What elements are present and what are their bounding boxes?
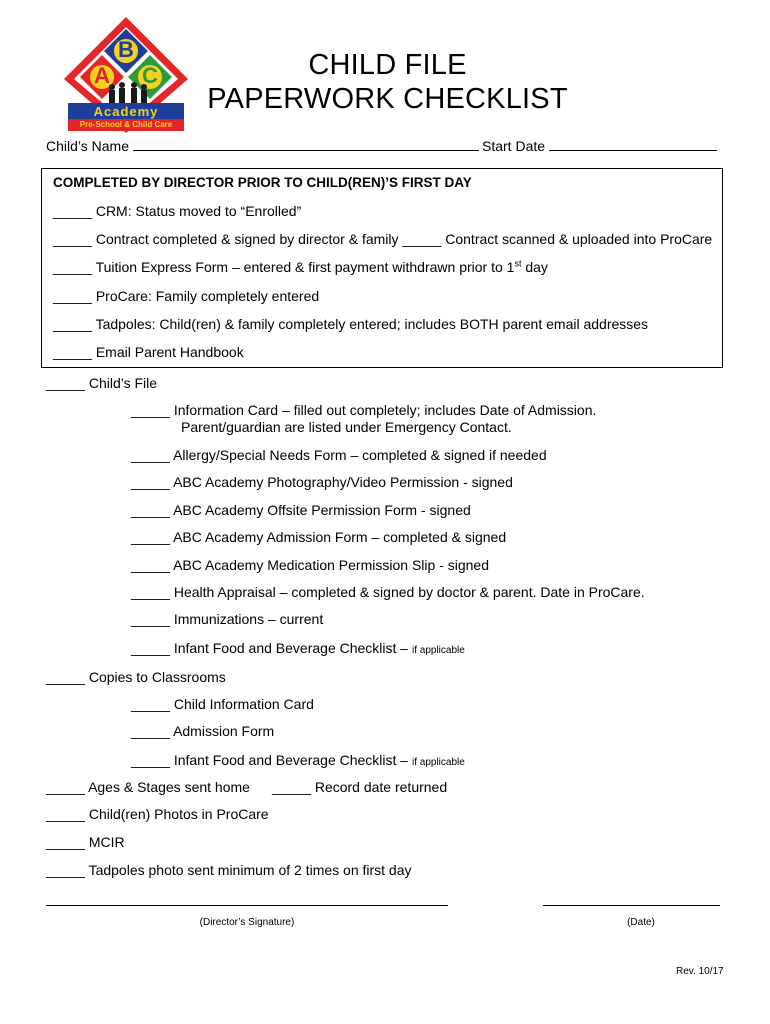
check-blank[interactable]: _____: [131, 529, 170, 545]
check-blank[interactable]: _____: [131, 447, 170, 463]
check-blank[interactable]: _____: [46, 375, 85, 391]
check-blank[interactable]: _____: [53, 231, 92, 247]
title-line-1: CHILD FILE: [308, 49, 467, 81]
check-blank[interactable]: _____: [131, 696, 170, 712]
director-box-heading: COMPLETED BY DIRECTOR PRIOR TO CHILD(REN)’S FIRST DAY: [53, 175, 472, 190]
item-text: day: [525, 259, 548, 275]
item-text: Immunizations – current: [173, 611, 324, 627]
director-signature-label: (Director’s Signature): [199, 917, 295, 928]
item-text: Health Appraisal – completed & signed by doctor & parent. Date in ProCare.: [173, 584, 645, 600]
item-text: MCIR: [88, 834, 125, 850]
checklist-item-offsite-permission: [131, 502, 471, 518]
check-blank[interactable]: _____: [131, 611, 170, 627]
check-blank[interactable]: _____: [131, 474, 170, 490]
revision-label: Rev. 10/17: [676, 966, 724, 977]
check-blank[interactable]: _____: [53, 344, 92, 360]
checklist-item-tadpoles-photo: [46, 862, 412, 878]
section-label: Child’s File: [88, 375, 158, 391]
date-label: (Date): [627, 917, 655, 928]
checklist-item-photos-procare: [46, 806, 269, 822]
checklist-item-crm: [53, 203, 301, 219]
logo-academy-text: Academy: [93, 104, 159, 119]
checklist-item-tuition-express: [53, 259, 548, 275]
checklist-item-ages-stages: [46, 779, 250, 795]
check-blank[interactable]: _____: [53, 259, 92, 275]
checklist-item-medication-slip: [131, 557, 489, 573]
checklist-item-immunizations: [131, 611, 323, 627]
item-note: if applicable: [411, 645, 465, 656]
item-text: Tadpoles photo sent minimum of 2 times on first day: [88, 862, 412, 878]
item-text: ProCare: Family completely entered: [95, 288, 320, 304]
childs-name-label: Child’s Name: [46, 138, 129, 154]
item-text: Child(ren) Photos in ProCare: [88, 806, 269, 822]
checklist-item-allergy-form: [131, 447, 547, 463]
checklist-item-information-card: [131, 402, 596, 418]
check-blank[interactable]: _____: [402, 231, 442, 247]
item-text: Email Parent Handbook: [95, 344, 244, 360]
section-label: Copies to Classrooms: [88, 669, 226, 685]
childs-name-row: [46, 138, 479, 154]
logo-tagline: Pre-School & Child Care: [79, 120, 173, 129]
superscript: st: [514, 258, 522, 269]
check-blank[interactable]: _____: [131, 402, 170, 418]
item-text: Infant Food and Beverage Checklist –: [173, 752, 409, 768]
check-blank[interactable]: _____: [272, 779, 311, 795]
item-text: Contract scanned & uploaded into ProCare: [445, 231, 713, 247]
logo-letter-a: A: [94, 63, 110, 88]
checklist-item-record-date: [272, 779, 447, 795]
item-text: Tuition Express Form – entered & first payment withdrawn prior to 1: [95, 259, 515, 275]
item-text: ABC Academy Admission Form – completed & signed: [173, 529, 507, 545]
item-text: ABC Academy Offsite Permission Form - signed: [173, 502, 471, 518]
item-note: if applicable: [411, 757, 465, 768]
check-blank[interactable]: _____: [53, 316, 92, 332]
item-text: Allergy/Special Needs Form – completed & signed if needed: [173, 447, 547, 463]
information-card-continued: Parent/guardian are listed under Emergency Contact.: [181, 419, 512, 435]
item-text: Tadpoles: Child(ren) & family completely entered; includes BOTH parent email addresses: [95, 316, 649, 332]
check-blank[interactable]: _____: [131, 557, 170, 573]
copies-section: [46, 669, 226, 685]
item-text: CRM: Status moved to “Enrolled”: [95, 203, 302, 219]
checklist-item-tadpoles: [53, 316, 648, 332]
start-date-field[interactable]: [549, 138, 717, 151]
director-signature-line[interactable]: [46, 905, 448, 906]
start-date-label: Start Date: [482, 138, 546, 154]
childs-name-field[interactable]: [133, 138, 479, 151]
item-text: Information Card – filled out completely; includes Date of Admission.: [173, 402, 597, 418]
copies-item-admission-form: [131, 723, 274, 739]
logo-letter-c: C: [142, 63, 158, 88]
checklist-item-contract: [53, 231, 712, 247]
copies-item-infant-food: [131, 752, 465, 768]
checklist-item-admission-form: [131, 529, 506, 545]
page-title: [200, 48, 575, 116]
item-text: ABC Academy Photography/Video Permission - signed: [173, 474, 513, 490]
start-date-row: [482, 138, 717, 154]
check-blank[interactable]: _____: [46, 862, 85, 878]
check-blank[interactable]: _____: [46, 806, 85, 822]
checklist-item-infant-food: [131, 640, 465, 656]
logo-letter-b: B: [118, 37, 134, 62]
check-blank[interactable]: _____: [131, 723, 170, 739]
check-blank[interactable]: _____: [46, 669, 85, 685]
item-text: Child Information Card: [173, 696, 314, 712]
checklist-item-mcir: [46, 834, 125, 850]
checklist-item-health-appraisal: [131, 584, 645, 600]
check-blank[interactable]: _____: [131, 584, 170, 600]
item-text: Admission Form: [173, 723, 275, 739]
item-text: Contract completed & signed by director & family: [95, 231, 399, 247]
check-blank[interactable]: _____: [131, 502, 170, 518]
check-blank[interactable]: _____: [46, 779, 85, 795]
date-line[interactable]: [543, 905, 720, 906]
check-blank[interactable]: _____: [53, 203, 92, 219]
item-text: Ages & Stages sent home: [88, 779, 250, 795]
check-blank[interactable]: _____: [131, 752, 170, 768]
checklist-item-procare-family: [53, 288, 319, 304]
checklist-item-handbook: [53, 344, 244, 360]
check-blank[interactable]: _____: [131, 640, 170, 656]
item-text: Infant Food and Beverage Checklist –: [173, 640, 409, 656]
childs-file-section: [46, 375, 157, 391]
check-blank[interactable]: _____: [53, 288, 92, 304]
abc-academy-logo: [62, 15, 190, 133]
copies-item-child-information-card: [131, 696, 314, 712]
check-blank[interactable]: _____: [46, 834, 85, 850]
title-line-2: PAPERWORK CHECKLIST: [207, 83, 568, 115]
item-text: Record date returned: [314, 779, 448, 795]
item-text: ABC Academy Medication Permission Slip - signed: [173, 557, 489, 573]
checklist-item-photo-permission: [131, 474, 513, 490]
